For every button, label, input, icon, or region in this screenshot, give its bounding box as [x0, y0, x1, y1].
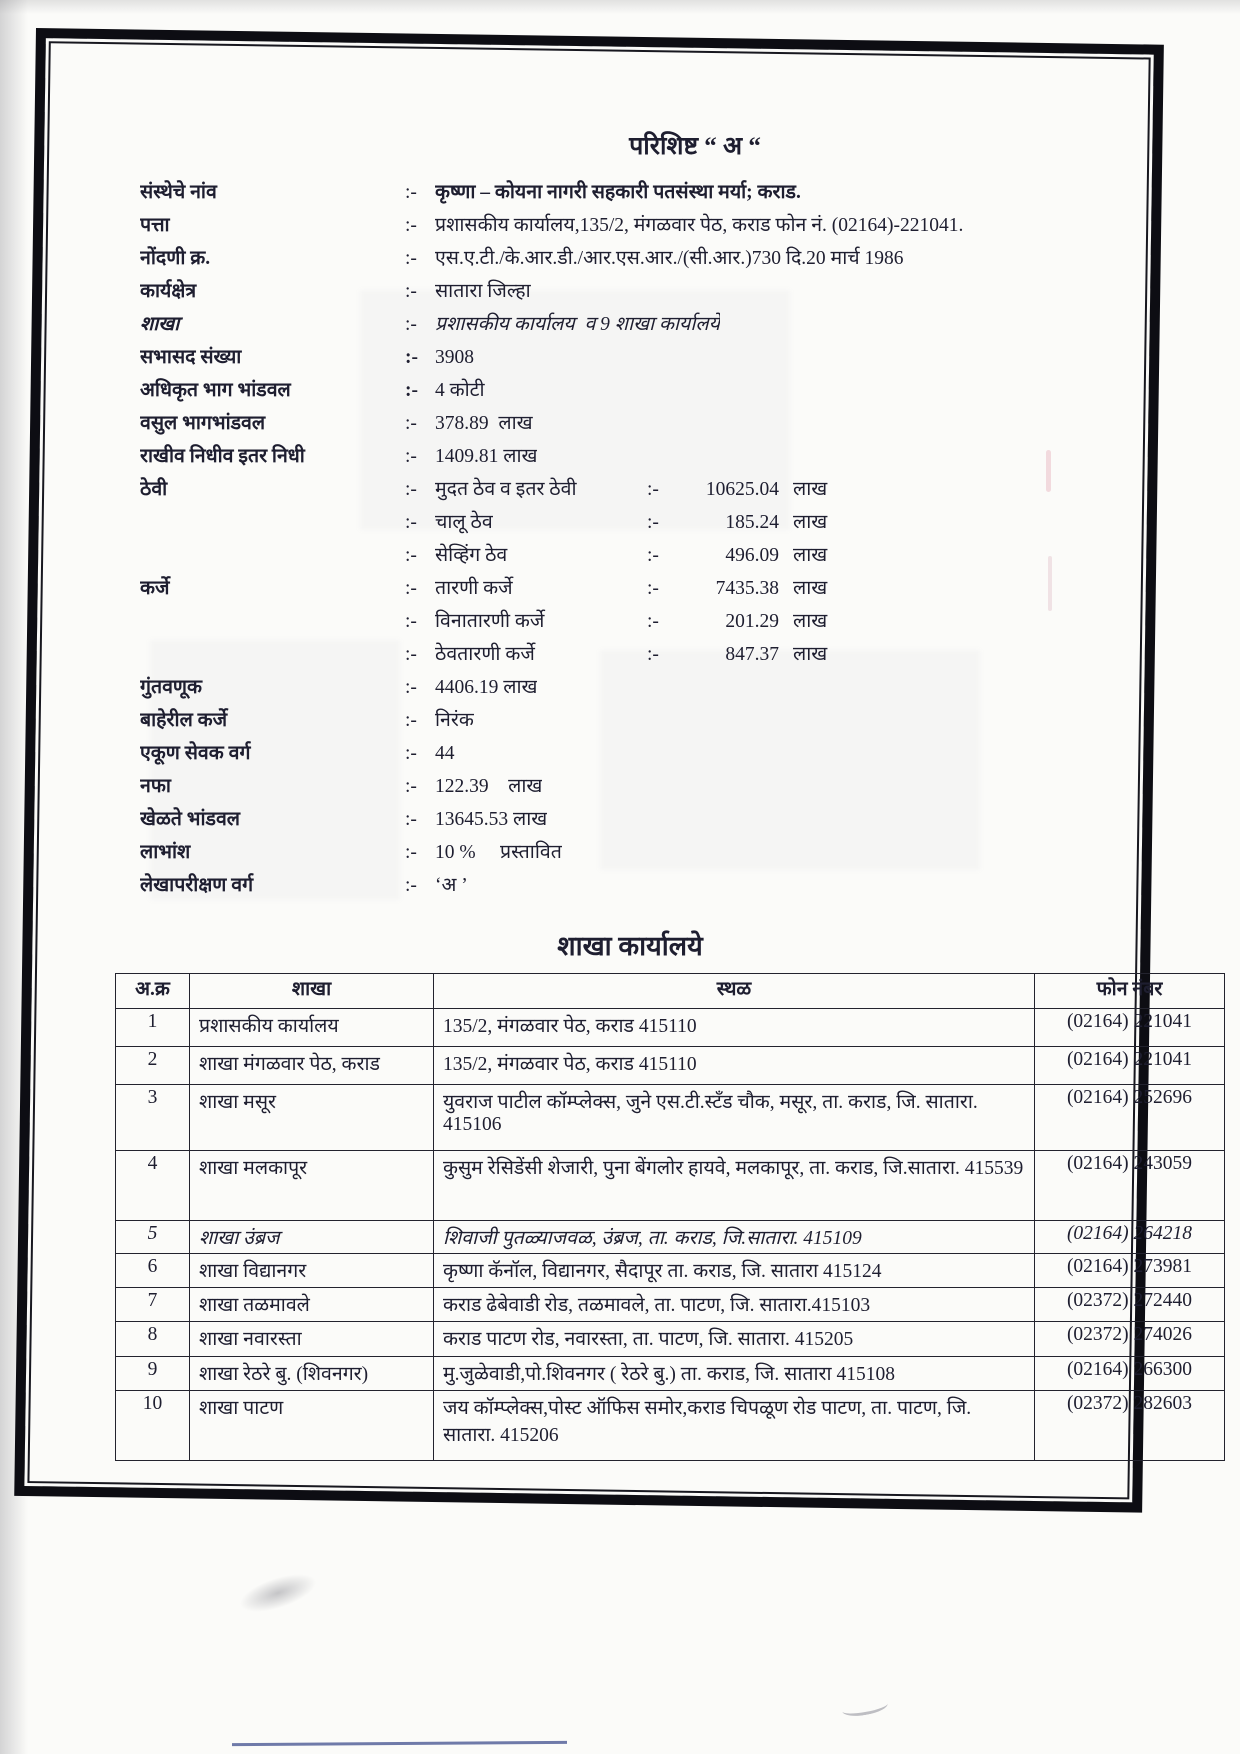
detail-label: वसुल भागभांडवल [140, 413, 266, 434]
detail-value: सातारा जिल्हा [435, 281, 531, 302]
detail-label: सभासद संख्या [140, 347, 242, 368]
branch-name: शाखा पाटण [190, 1391, 434, 1461]
detail-separator: :- [405, 578, 417, 599]
detail-row [140, 308, 1120, 341]
detail-value: निरंक [435, 710, 474, 731]
branch-table-title: शाखा कार्यालये [557, 931, 703, 961]
branch-phone-number: (02372) 282603 [1035, 1391, 1225, 1461]
detail-separator: :- [405, 215, 417, 236]
detail-separator: :- [405, 446, 417, 467]
branch-table-row [116, 1322, 1225, 1357]
branch-name: शाखा तळमावले [190, 1288, 434, 1322]
branch-table-row [116, 1391, 1225, 1461]
detail-sub-label: चालू ठेव [435, 512, 493, 533]
detail-separator: :- [405, 380, 418, 401]
detail-row [140, 374, 1120, 407]
branch-location: कुसुम रेसिडेंसी शेजारी, पुना बेंगलोर हायवे, मलकापूर, ता. कराड, जि.सातारा. 415539 [434, 1151, 1035, 1221]
detail-label: लेखापरीक्षण वर्ग [140, 875, 254, 896]
detail-separator: :- [405, 281, 417, 302]
branch-serial-number: 5 [116, 1221, 190, 1254]
detail-sub-label: सेव्हिंग ठेव [435, 545, 508, 566]
detail-label: बाहेरील कर्जे [140, 710, 228, 731]
detail-separator: :- [405, 248, 417, 269]
detail-row [140, 209, 1120, 242]
detail-amount: 185.24 [725, 512, 779, 533]
detail-value: कृष्णा – कोयना नागरी सहकारी पतसंस्था मर्या; कराड. [435, 182, 801, 203]
detail-row [140, 539, 1120, 572]
branch-serial-number: 9 [116, 1357, 190, 1391]
detail-row [140, 407, 1120, 440]
detail-sub-label: विनातारणी कर्जे [435, 611, 545, 632]
detail-row [140, 836, 1120, 869]
branch-phone-number: (02164) 252696 [1035, 1085, 1225, 1151]
branch-serial-number: 3 [116, 1085, 190, 1151]
detail-row [140, 605, 1120, 638]
scan-mark [1046, 450, 1051, 492]
branch-location: कृष्णा कॅनॉल, विद्यानगर, सैदापूर ता. कराड, जि. सातारा 415124 [434, 1254, 1035, 1288]
branch-table-row [116, 1221, 1225, 1254]
branch-location: शिवाजी पुतळ्याजवळ, उंब्रज, ता. कराड, जि.सातारा. 415109 [434, 1221, 1035, 1254]
detail-row [140, 671, 1120, 704]
detail-unit: लाख [793, 644, 828, 665]
detail-label: अधिकृत भाग भांडवल [140, 380, 291, 401]
detail-value: 4406.19 लाख [435, 677, 538, 698]
detail-separator: :- [405, 314, 417, 335]
detail-value: 44 [435, 743, 455, 764]
detail-sub-separator: :- [647, 578, 659, 599]
detail-value: 4 कोटी [435, 380, 485, 401]
detail-value: 3908 [435, 347, 474, 368]
detail-value: 1409.81 लाख [435, 446, 538, 467]
detail-label [140, 506, 405, 539]
detail-row [140, 737, 1120, 770]
detail-label: कार्यक्षेत्र [140, 281, 197, 302]
detail-sub-separator: :- [647, 644, 659, 665]
scan-mark [1048, 556, 1052, 611]
branch-name: शाखा मसूर [190, 1085, 434, 1151]
detail-sub-separator: :- [647, 545, 659, 566]
branch-name: शाखा नवारस्ता [190, 1322, 434, 1357]
detail-value: 122.39 लाख [435, 776, 543, 797]
branch-column-header: अ.क्र [116, 974, 190, 1009]
detail-amount: 847.37 [725, 644, 779, 665]
branch-serial-number: 4 [116, 1151, 190, 1221]
branch-table [115, 973, 1225, 1461]
detail-label: ठेवी [140, 479, 168, 500]
branch-phone-number: (02164) 266300 [1035, 1357, 1225, 1391]
details-list [140, 176, 1120, 902]
detail-separator: :- [405, 743, 417, 764]
detail-label: कर्जे [140, 578, 170, 599]
detail-label [140, 638, 405, 671]
branch-phone-number: (02164) 264218 [1035, 1221, 1225, 1254]
detail-separator: :- [405, 611, 417, 632]
detail-separator: :- [405, 182, 417, 203]
branch-name: शाखा उंब्रज [190, 1221, 434, 1254]
branch-column-header: फोन नंबर [1035, 974, 1225, 1009]
detail-row [140, 770, 1120, 803]
detail-unit: लाख [793, 545, 828, 566]
detail-value: प्रशासकीय कार्यालय,135/2, मंगळवार पेठ, कराड फोन नं. (02164)-221041. [435, 215, 964, 236]
detail-row [140, 341, 1120, 374]
branch-phone-number: (02372) 272440 [1035, 1288, 1225, 1322]
branch-serial-number: 7 [116, 1288, 190, 1322]
branch-serial-number: 1 [116, 1009, 190, 1047]
branch-phone-number: (02164) 221041 [1035, 1047, 1225, 1085]
detail-sub-label: ठेवतारणी कर्जे [435, 644, 535, 665]
detail-value: 10 % प्रस्तावित [435, 842, 562, 863]
detail-label [140, 539, 405, 572]
detail-separator: :- [405, 842, 417, 863]
detail-value: ‘अ ’ [435, 875, 468, 896]
detail-label: संस्थेचे नांव [140, 182, 217, 203]
branch-name: शाखा विद्यानगर [190, 1254, 434, 1288]
detail-sub-separator: :- [647, 611, 659, 632]
branch-name: शाखा रेठरे बु. (शिवनगर) [190, 1357, 434, 1391]
branch-phone-number: (02164) 243059 [1035, 1151, 1225, 1221]
branch-phone-number: (02372) 274026 [1035, 1322, 1225, 1357]
detail-row [140, 704, 1120, 737]
detail-label: लाभांश [140, 842, 191, 863]
branch-location: जय कॉम्प्लेक्स,पोस्ट ऑफिस समोर,कराड चिपळूण रोड पाटण, ता. पाटण, जि. सातारा. 415206 [434, 1391, 1035, 1461]
branch-table-row [116, 1357, 1225, 1391]
detail-amount: 201.29 [725, 611, 779, 632]
detail-row [140, 473, 1120, 506]
detail-row [140, 803, 1120, 836]
detail-label: नफा [140, 776, 171, 797]
detail-value: प्रशासकीय कार्यालय व 9 शाखा कार्यालये [435, 314, 720, 335]
detail-separator: :- [405, 644, 417, 665]
detail-row [140, 638, 1120, 671]
detail-separator: :- [405, 776, 417, 797]
detail-value: 378.89 लाख [435, 413, 533, 434]
detail-amount: 7435.38 [715, 578, 779, 599]
branch-column-header: स्थळ [434, 974, 1035, 1009]
detail-unit: लाख [793, 578, 828, 599]
detail-separator: :- [405, 875, 417, 896]
detail-label: राखीव निधीव इतर निधी [140, 446, 305, 467]
branch-phone-number: (02164) 273981 [1035, 1254, 1225, 1288]
detail-value: 13645.53 लाख [435, 809, 548, 830]
branch-location: युवराज पाटील कॉम्प्लेक्स, जुने एस.टी.स्टँड चौक, मसूर, ता. कराड, जि. सातारा. 415106 [434, 1085, 1035, 1151]
detail-sub-label: मुदत ठेव व इतर ठेवी [435, 479, 577, 500]
branch-table-row [116, 1009, 1225, 1047]
branch-name: प्रशासकीय कार्यालय [190, 1009, 434, 1047]
branch-serial-number: 8 [116, 1322, 190, 1357]
branch-location: कराड ढेबेवाडी रोड, तळमावले, ता. पाटण, जि. सातारा.415103 [434, 1288, 1035, 1322]
detail-row [140, 440, 1120, 473]
detail-label [140, 605, 405, 638]
detail-row [140, 275, 1120, 308]
branch-table-header-row [116, 974, 1225, 1009]
detail-separator: :- [405, 479, 417, 500]
detail-separator: :- [405, 347, 418, 368]
branch-serial-number: 6 [116, 1254, 190, 1288]
detail-sub-separator: :- [647, 479, 659, 500]
branch-table-row [116, 1254, 1225, 1288]
branch-name: शाखा मलकापूर [190, 1151, 434, 1221]
detail-label: एकूण सेवक वर्ग [140, 743, 251, 764]
detail-separator: :- [405, 809, 417, 830]
detail-amount: 496.09 [725, 545, 779, 566]
branch-location: 135/2, मंगळवार पेठ, कराड 415110 [434, 1047, 1035, 1085]
branch-name: शाखा मंगळवार पेठ, कराड [190, 1047, 434, 1085]
detail-separator: :- [405, 710, 417, 731]
detail-row [140, 506, 1120, 539]
detail-label: खेळते भांडवल [140, 809, 241, 830]
branch-serial-number: 10 [116, 1391, 190, 1461]
detail-row [140, 176, 1120, 209]
detail-unit: लाख [793, 512, 828, 533]
detail-amount: 10625.04 [705, 479, 779, 500]
detail-unit: लाख [793, 611, 828, 632]
detail-sub-label: तारणी कर्जे [435, 578, 513, 599]
detail-label: नोंदणी क्र. [140, 248, 211, 269]
detail-separator: :- [405, 677, 417, 698]
branch-table-row [116, 1047, 1225, 1085]
page-title: परिशिष्ट “ अ “ [629, 133, 761, 160]
detail-label: पत्ता [140, 215, 170, 236]
detail-row [140, 242, 1120, 275]
detail-label: शाखा [140, 314, 180, 335]
detail-label: गुंतवणूक [140, 677, 203, 698]
detail-unit: लाख [793, 479, 828, 500]
detail-separator: :- [405, 413, 417, 434]
branch-column-header: शाखा [190, 974, 434, 1009]
branch-table-row [116, 1288, 1225, 1322]
detail-sub-separator: :- [647, 512, 659, 533]
branch-location: मु.जुळेवाडी,पो.शिवनगर ( रेठरे बु.) ता. कराड, जि. सातारा 415108 [434, 1357, 1035, 1391]
branch-phone-number: (02164) 221041 [1035, 1009, 1225, 1047]
detail-value: एस.ए.टी./के.आर.डी./आर.एस.आर./(सी.आर.)730 दि.20 मार्च 1986 [435, 248, 904, 269]
detail-separator: :- [405, 512, 417, 533]
branch-location: 135/2, मंगळवार पेठ, कराड 415110 [434, 1009, 1035, 1047]
branch-table-row [116, 1085, 1225, 1151]
detail-separator: :- [405, 545, 417, 566]
branch-location: कराड पाटण रोड, नवारस्ता, ता. पाटण, जि. सातारा. 415205 [434, 1322, 1035, 1357]
detail-row [140, 869, 1120, 902]
branch-table-row [116, 1151, 1225, 1221]
branch-serial-number: 2 [116, 1047, 190, 1085]
detail-row [140, 572, 1120, 605]
